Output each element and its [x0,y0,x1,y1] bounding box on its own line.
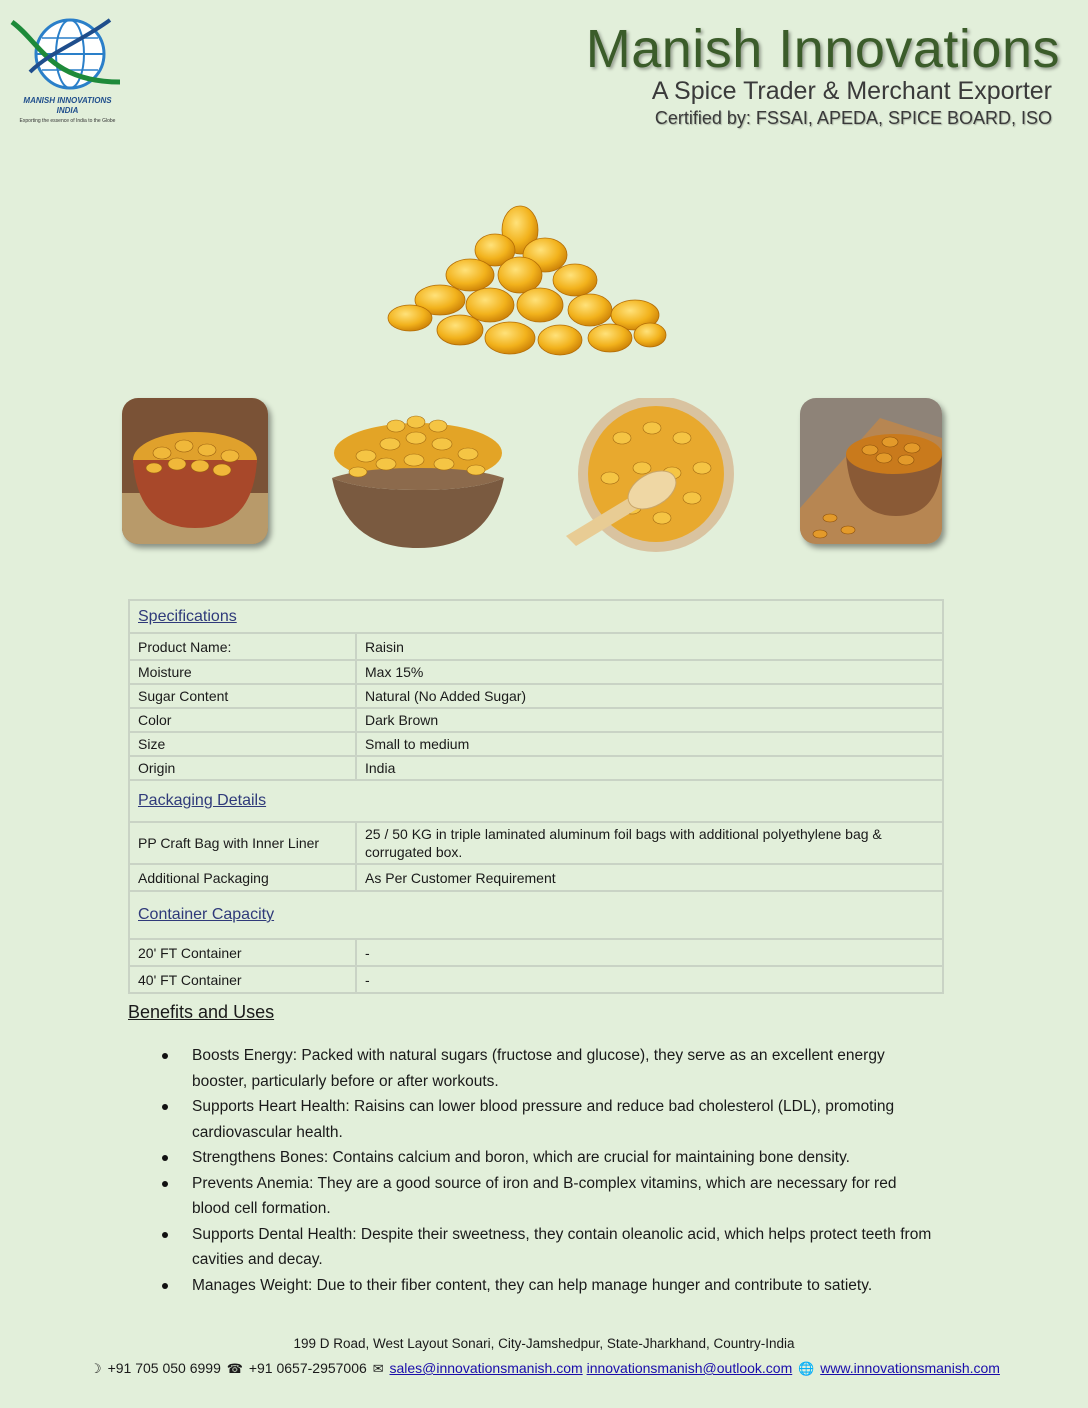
table-row [129,756,943,780]
list-item: Boosts Energy: Packed with natural sugars (fructose and glucose), they serve as an excellent energy booster, particularly before or after workouts. [192,1043,932,1094]
benefits-list [192,1043,932,1298]
table-row [129,633,943,660]
table-row [129,660,943,684]
list-item: Strengthens Bones: Contains calcium and boron, which are crucial for maintaining bone density. [192,1145,932,1171]
company-logo [10,12,125,130]
packaging-value: As Per Customer Requirement [356,864,943,891]
mobile-number: +91 705 050 6999 [107,1360,221,1376]
list-item: Supports Heart Health: Raisins can lower blood pressure and reduce bad cholesterol (LDL), promoting cardiovascular health. [192,1094,932,1145]
mail-icon: ✉ [372,1361,384,1376]
table-row [129,708,943,732]
packaging-label: PP Craft Bag with Inner Liner [129,822,356,864]
raisins-clay-bowl-photo [122,398,268,544]
table-row [129,684,943,708]
spec-value: Dark Brown [356,708,943,732]
specifications-heading: Specifications [129,600,943,633]
spec-value: Small to medium [356,732,943,756]
spec-label: Moisture [129,660,356,684]
certification-line: Certified by: FSSAI, APEDA, SPICE BOARD, ISO [654,108,1052,128]
specifications-heading-row [129,600,943,633]
phone-number: +91 0657-2957006 [248,1360,367,1376]
footer-address: 199 D Road, West Layout Sonari, City-Jamshedpur, State-Jharkhand, Country-India [293,1336,795,1351]
raisins-wooden-bowl-photo [326,398,510,548]
packaging-value: 25 / 50 KG in triple laminated aluminum foil bags with additional polyethylene bag & corrugated box. [356,822,943,864]
benefits-title: Benefits and Uses [128,1002,275,1022]
email-link-sales[interactable]: sales@innovationsmanish.com [389,1360,583,1376]
table-row [129,822,943,864]
container-heading: Container Capacity [129,891,943,939]
packaging-heading-row [129,780,943,822]
logo-tagline: Exporting the essence of India to the Globe [19,118,116,124]
spec-label: Size [129,732,356,756]
list-item: Prevents Anemia: They are a good source of iron and B-complex vitamins, which are necessary for red blood cell formation. [192,1171,932,1222]
container-heading-row [129,891,943,939]
website-link[interactable]: www.innovationsmanish.com [820,1360,1000,1376]
spec-label: Product Name: [129,633,356,660]
spec-value: Natural (No Added Sugar) [356,684,943,708]
packaging-label: Additional Packaging [129,864,356,891]
container-label: 40' FT Container [129,966,356,993]
table-row [129,864,943,891]
raisin-pile-image [380,200,680,370]
list-item: Manages Weight: Due to their fiber content, they can help manage hunger and contribute to satiety. [192,1273,932,1299]
list-item: Supports Dental Health: Despite their sweetness, they contain oleanolic acid, which helps protect teeth from cavities and decay. [192,1222,932,1273]
raisins-scoop-bowl-photo [562,398,738,556]
container-value: - [356,939,943,966]
company-name: Manish Innovations [585,19,1060,79]
spec-label: Origin [129,756,356,780]
table-row [129,966,943,993]
mobile-icon: ☽ [90,1361,102,1376]
spec-value: Max 15% [356,660,943,684]
company-tagline: A Spice Trader & Merchant Exporter [651,77,1052,105]
packaging-heading: Packaging Details [129,780,943,822]
globe-icon: 🌐 [798,1361,815,1376]
container-value: - [356,966,943,993]
spec-value: Raisin [356,633,943,660]
email-link-outlook[interactable]: innovationsmanish@outlook.com [586,1360,793,1376]
phone-icon: ☎ [226,1361,243,1376]
specification-table [128,599,944,994]
raisins-board-bowl-photo [800,398,942,544]
table-row [129,732,943,756]
container-label: 20' FT Container [129,939,356,966]
table-row [129,939,943,966]
footer-contacts [0,1360,1088,1377]
spec-label: Sugar Content [129,684,356,708]
spec-value: India [356,756,943,780]
spec-label: Color [129,708,356,732]
logo-name: MANISH INNOVATIONS INDIA [23,96,112,115]
